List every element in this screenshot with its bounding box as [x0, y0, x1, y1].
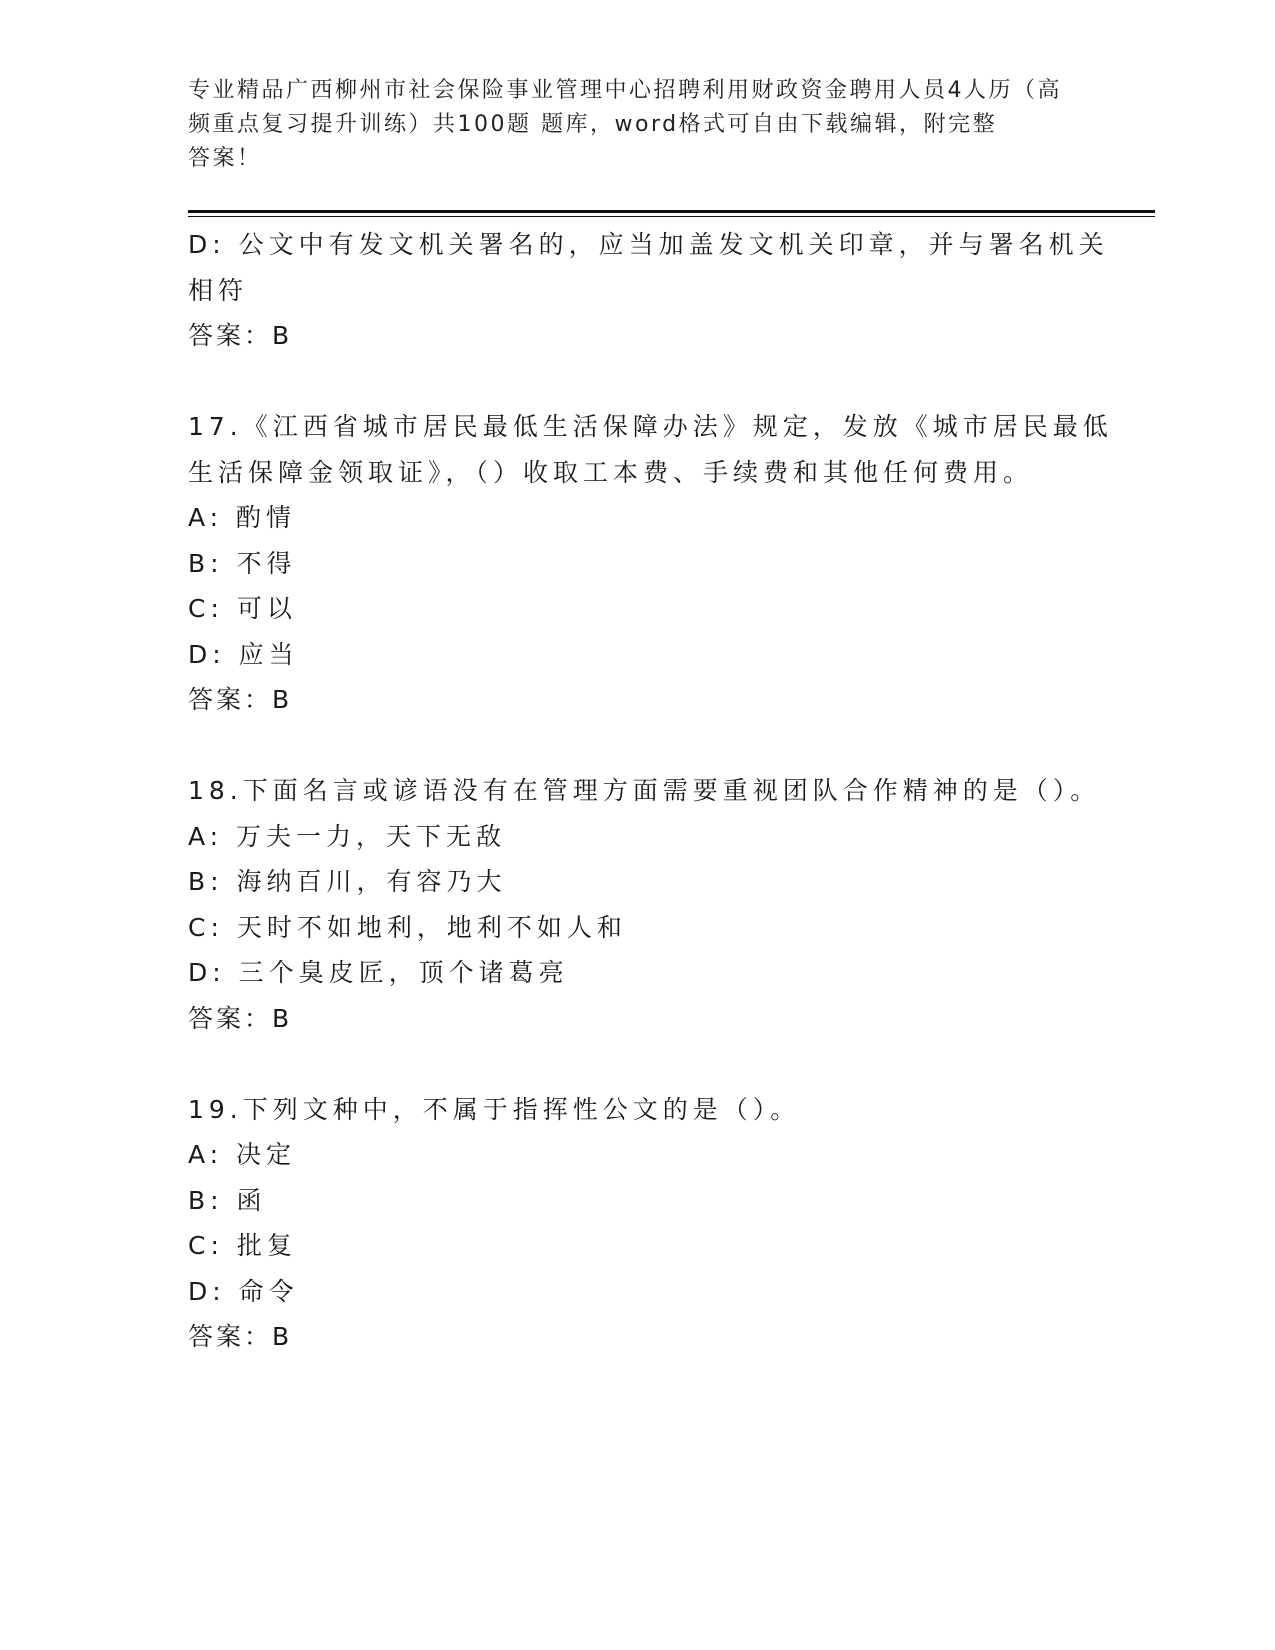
- question-stem: 17.《江西省城市居民最低生活保障办法》规定，发放《城市居民最低: [188, 412, 1113, 441]
- spacer: [188, 723, 1088, 769]
- option-d: D: 命令: [188, 1276, 299, 1306]
- option-b: B: 海纳百川，有容乃大: [188, 867, 507, 896]
- option-b: B: 函: [188, 1185, 267, 1215]
- option-c: C: 批复: [188, 1231, 297, 1260]
- question-stem: 19.下列文种中，不属于指挥性公文的是（）。: [188, 1094, 801, 1124]
- option-a: A: 酌情: [188, 503, 297, 532]
- option-c: C: 天时不如地利，地利不如人和: [188, 912, 627, 942]
- answer-line: 答案：B: [188, 321, 293, 350]
- spacer: [188, 1041, 1088, 1087]
- option-a: A: 万夫一力，天下无敌: [188, 821, 507, 851]
- continued-question: [188, 222, 1109, 359]
- page-header: [188, 74, 1088, 176]
- option-d-line: D: 公文中有发文机关署名的，应当加盖发文机关印章，并与署名机关: [188, 230, 1109, 259]
- question-19: [188, 1087, 1088, 1360]
- question-17: [188, 404, 1113, 723]
- question-stem: 生活保障金领取证》，（）收取工本费、手续费和其他任何费用。: [188, 457, 1034, 487]
- option-a: A: 决定: [188, 1140, 297, 1169]
- question-list: [188, 222, 1113, 1360]
- option-d: D: 三个臭皮匠，顶个诸葛亮: [188, 958, 569, 987]
- option-c: C: 可以: [188, 594, 297, 623]
- option-d-line: 相符: [188, 275, 249, 305]
- header-line: 答案！: [188, 146, 262, 171]
- header-line: 频重点复习提升训练）共100题 题库，word格式可自由下载编辑，附完整: [188, 112, 998, 137]
- option-b: B: 不得: [188, 548, 297, 578]
- option-d: D: 应当: [188, 639, 299, 669]
- question-stem: 18.下面名言或谚语没有在管理方面需要重视团队合作精神的是（）。: [188, 776, 1101, 805]
- spacer: [188, 359, 1088, 405]
- header-double-rule: [188, 210, 1155, 217]
- question-18: [188, 768, 1101, 1041]
- answer-line: 答案：B: [188, 1322, 293, 1351]
- answer-line: 答案：B: [188, 685, 293, 714]
- header-line: 专业精品广西柳州市社会保险事业管理中心招聘利用财政资金聘用人员4人历（高: [188, 78, 1062, 103]
- answer-line: 答案：B: [188, 1003, 293, 1033]
